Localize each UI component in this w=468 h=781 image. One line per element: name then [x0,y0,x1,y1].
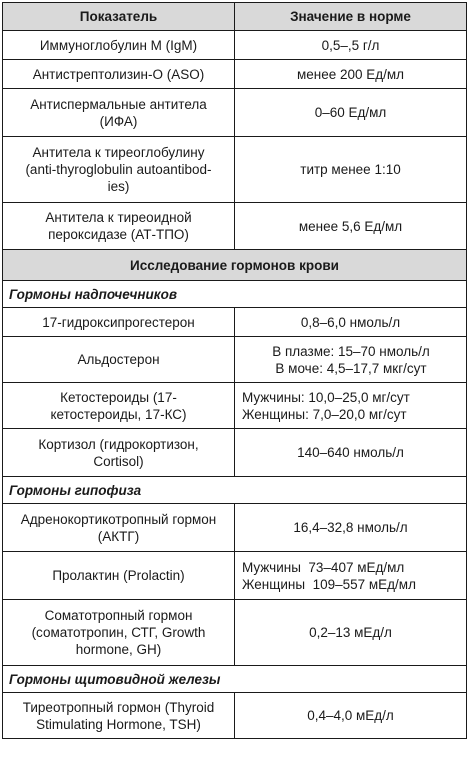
row-value: 0,2–13 мЕд/л [235,600,467,666]
group-title-thyroid: Гормоны щитовидной железы [3,666,467,693]
table-row [3,429,467,477]
header-indicator: Показатель [3,3,235,31]
hormone-reference-table-page [2,2,466,779]
row-name: Адренокортикотропный гормон (АКТГ) [3,504,235,552]
group-row [3,666,467,693]
table-row [3,203,467,250]
section-row [3,250,467,281]
row-name: Антиспермальные антитела (ИФА) [3,89,235,137]
table-row [3,383,467,429]
table-row [3,31,467,60]
row-name: Антитела к тиреоглобулину (anti-thyroglobulin autoantibod- ies) [3,137,235,203]
table-header-row [3,3,467,31]
row-value: 16,4–32,8 нмоль/л [235,504,467,552]
row-value: 0,8–6,0 нмоль/л [235,308,467,337]
reference-values-table [2,2,467,739]
row-value: титр менее 1:10 [235,137,467,203]
table-row [3,137,467,203]
section-title-hormones: Исследование гормонов крови [3,250,467,281]
group-title-pituitary: Гормоны гипофиза [3,477,467,504]
group-title-adrenal: Гормоны надпочечников [3,281,467,308]
row-value: 0–60 Ед/мл [235,89,467,137]
row-value: В плазме: 15–70 нмоль/л В моче: 4,5–17,7 мкг/сут [235,337,467,383]
table-row [3,308,467,337]
table-row [3,693,467,739]
row-name: Иммуноглобулин М (IgM) [3,31,235,60]
group-row [3,281,467,308]
row-value: менее 5,6 Ед/мл [235,203,467,250]
row-name: Кетостероиды (17- кетостероиды, 17-КС) [3,383,235,429]
table-row [3,552,467,600]
row-value: Мужчины: 10,0–25,0 мг/сут Женщины: 7,0–20,0 мг/сут [235,383,467,429]
header-normal-value: Значение в норме [235,3,467,31]
row-name: Антитела к тиреоидной пероксидазе (АТ-ТПО) [3,203,235,250]
row-value: 140–640 нмоль/л [235,429,467,477]
row-name: Кортизол (гидрокортизон, Cortisol) [3,429,235,477]
table-row [3,337,467,383]
table-row [3,504,467,552]
row-name: 17-гидроксипрогестерон [3,308,235,337]
row-name: Альдостерон [3,337,235,383]
row-value: менее 200 Ед/мл [235,60,467,89]
table-row [3,600,467,666]
row-value: 0,4–4,0 мЕд/л [235,693,467,739]
row-value: Мужчины 73–407 мЕд/мл Женщины 109–557 мЕд/мл [235,552,467,600]
row-name: Тиреотропный гормон (Thyroid Stimulating Hormone, TSH) [3,693,235,739]
row-name: Соматотропный гормон (соматотропин, СТГ, Growth hormone, GH) [3,600,235,666]
row-name: Антистрептолизин-О (ASO) [3,60,235,89]
group-row [3,477,467,504]
table-row [3,89,467,137]
table-row [3,60,467,89]
row-value: 0,5–,5 г/л [235,31,467,60]
row-name: Пролактин (Prolactin) [3,552,235,600]
